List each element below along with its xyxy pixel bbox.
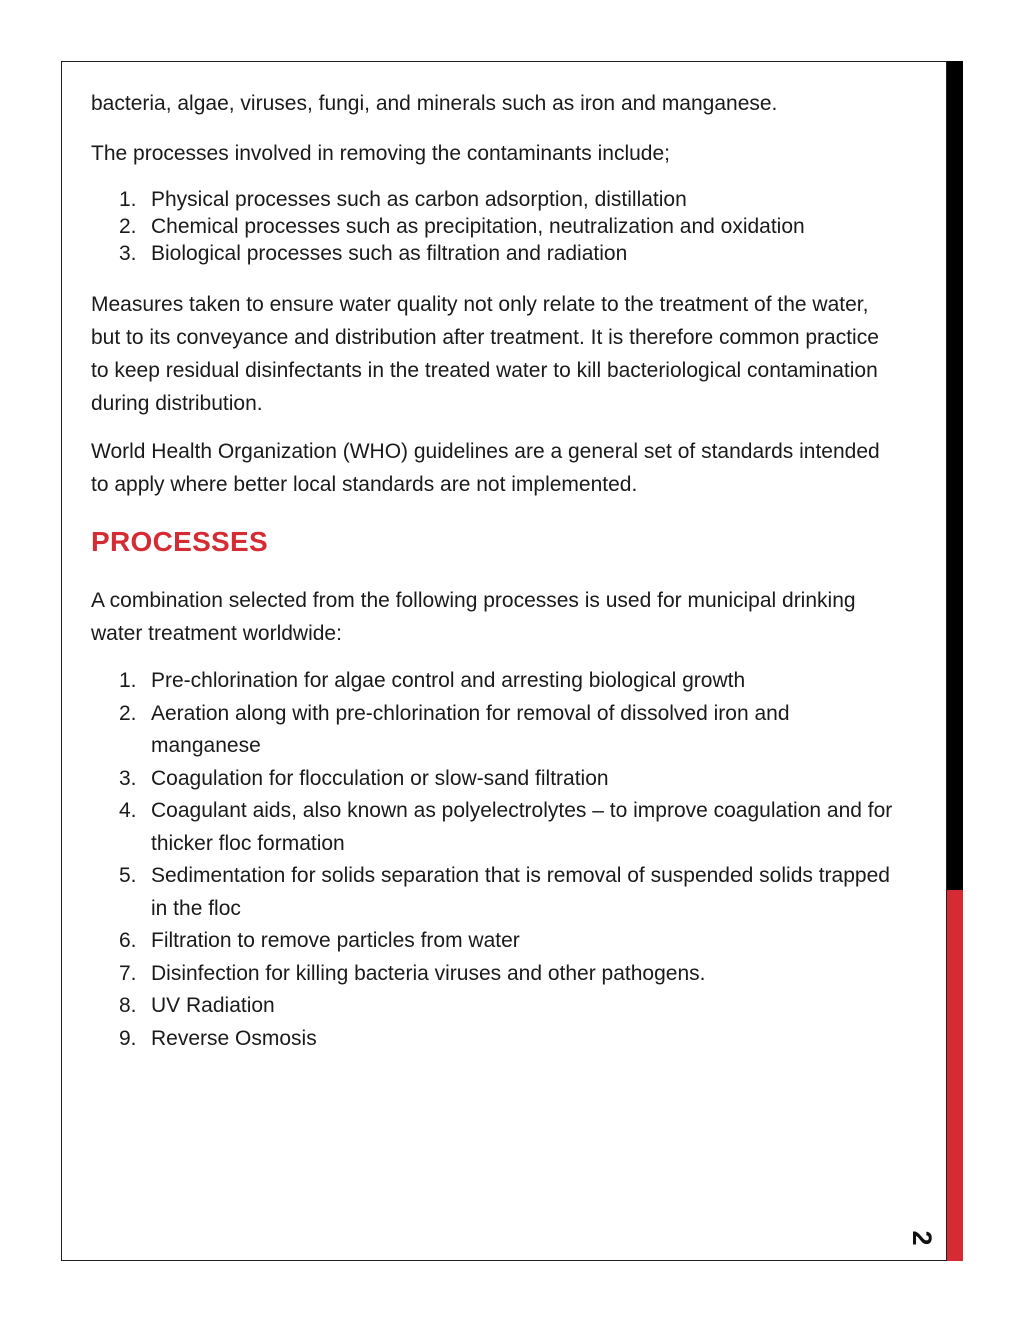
list-item-number: 1. — [119, 669, 137, 692]
list-item-text: Reverse Osmosis — [151, 1026, 317, 1050]
measures-paragraph: Measures taken to ensure water quality not only relate to the treatment of the water, but to its conveyance and distribution after treatment. It is therefore common practice to keep residual disinfectants in the treated water to kill bacteriological contamination during distribution. — [91, 293, 879, 415]
processes-intro-paragraph: A combination selected from the following processes is used for municipal drinking water treatment worldwide: — [91, 589, 856, 645]
list-item-number: 3. — [119, 766, 137, 790]
list-item — [91, 763, 901, 796]
list-item-number: 7. — [119, 961, 137, 985]
list-item-number: 5. — [119, 864, 137, 887]
list-item-text: Filtration to remove particles from water — [151, 929, 520, 952]
treatment-process-list — [91, 665, 901, 1055]
list-item-text: Pre-chlorination for algae control and arresting biological growth — [151, 669, 746, 692]
list-item-text: UV Radiation — [151, 994, 275, 1017]
list-item-text: Coagulation for flocculation or slow-sand filtration — [151, 766, 609, 790]
who-paragraph: World Health Organization (WHO) guidelines are a general set of standards intended to apply where better local standards are not implemented. — [91, 440, 880, 496]
list-item-text: Physical processes such as carbon adsorption, distillation — [151, 188, 687, 211]
list-item — [91, 860, 901, 925]
list-item — [91, 925, 901, 958]
contaminant-process-list — [91, 186, 901, 267]
list-item — [91, 186, 901, 213]
list-item-number: 3. — [119, 242, 137, 265]
list-item-text: Aeration along with pre-chlorination for removal of dissolved iron and manganese — [151, 701, 790, 757]
side-bar-red — [947, 890, 963, 1261]
list-item — [91, 698, 901, 763]
list-item-number: 8. — [119, 994, 137, 1017]
list-item-number: 2. — [119, 701, 137, 725]
list-item — [91, 665, 901, 698]
list-item — [91, 240, 901, 267]
processes-intro: The processes involved in removing the contaminants include; — [91, 142, 670, 165]
side-bar-black — [947, 61, 963, 890]
list-item-text: Disinfection for killing bacteria viruses and other pathogens. — [151, 961, 706, 985]
list-item — [91, 958, 901, 991]
section-heading: PROCESSES — [91, 526, 268, 557]
list-item-text: Biological processes such as filtration and radiation — [151, 242, 628, 265]
list-item-number: 9. — [119, 1026, 137, 1050]
list-item — [91, 795, 901, 860]
continued-line: bacteria, algae, viruses, fungi, and minerals such as iron and manganese. — [91, 92, 778, 115]
page-number: 2 — [907, 1230, 938, 1246]
list-item — [91, 1023, 901, 1056]
list-item-text: Chemical processes such as precipitation, neutralization and oxidation — [151, 215, 805, 238]
list-item-text: Sedimentation for solids separation that is removal of suspended solids trapped in the floc — [151, 864, 890, 920]
list-item-number: 4. — [119, 799, 137, 822]
list-item — [91, 213, 901, 240]
list-item-text: Coagulant aids, also known as polyelectrolytes – to improve coagulation and for thicker floc formation — [151, 799, 893, 855]
list-item-number: 2. — [119, 215, 137, 238]
list-item — [91, 990, 901, 1023]
list-item-number: 6. — [119, 929, 137, 952]
list-item-number: 1. — [119, 188, 137, 211]
